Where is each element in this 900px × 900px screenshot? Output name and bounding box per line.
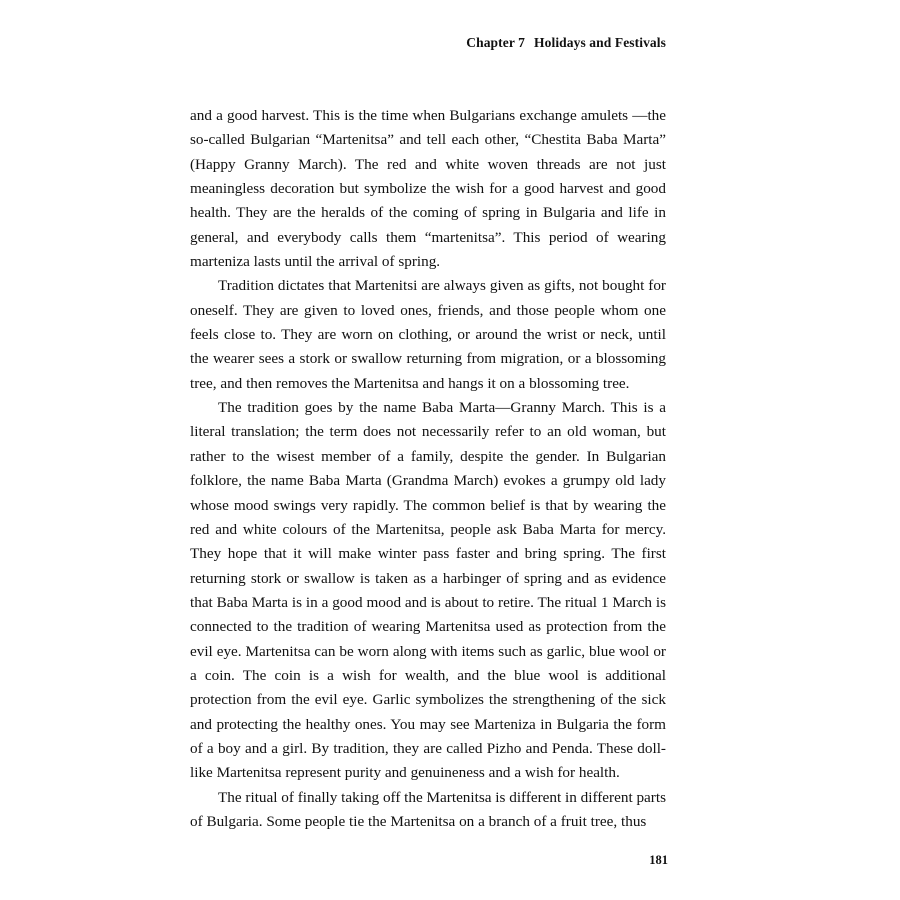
chapter-title: Holidays and Festivals bbox=[534, 35, 666, 50]
paragraph-ritual: The ritual of finally taking off the Martenitsa is different in different parts of Bulgaria. Some people tie the Martenitsa on a branch of a fruit tree, thus bbox=[190, 788, 666, 830]
page-number: 181 bbox=[649, 853, 668, 867]
paragraph-tradition: Tradition dictates that Martenitsi are always given as gifts, not bought for oneself. They are given to loved ones, friends, and those people whom one feels close to. They are worn on clothing, or around the wrist or neck, until the wearer sees a stork or swallow returning from migration, or a blossoming tree, and then removes the Martenitsa and hangs it on a blossoming tree. bbox=[190, 277, 666, 392]
running-header bbox=[466, 35, 666, 51]
body-text bbox=[190, 104, 666, 834]
paragraph-baba-marta: The tradition goes by the name Baba Marta—Granny March. This is a literal translation; the term does not necessarily refer to an old woman, but rather to the wisest member of a family, despite the gender. In Bulgarian folklore, the name Baba Marta (Grandma March) evokes a grumpy old lady whose mood swings very rapidly. The common belief is that by wearing the red and white colours of the Martenitsa, people ask Baba Marta for mercy. They hope that it will make winter pass faster and bring spring. The first returning stork or swallow is taken as a harbinger of spring and as evidence that Baba Marta is in a good mood and is about to retire. The ritual 1 March is connected to the tradition of wearing Martenitsa used as protection from the evil eye. Martenitsa can be worn along with items such as garlic, blue wool or a coin. The coin is a wish for wealth, and the blue wool is additional protection from the evil eye. Garlic symbolizes the strengthening of the sick and protecting the healthy ones. You may see Marteniza in Bulgaria the form of a boy and a girl. By tradition, they are called Pizho and Penda. These doll-like Martenitsa represent purity and genuineness and a wish for health. bbox=[190, 399, 666, 782]
chapter-label: Chapter 7 bbox=[466, 35, 526, 50]
paragraph-continuation: and a good harvest. This is the time when Bulgarians exchange amulets —the so-called Bulgarian “Martenitsa” and tell each other, “Chestita Baba Marta” (Happy Granny March). The red and white woven threads are not just meaningless decoration but symbolize the wish for a good harvest and good health. They are the heralds of the coming of spring in Bulgaria and life in general, and everybody calls them “martenitsa”. This period of wearing marteniza lasts until the arrival of spring. bbox=[190, 107, 666, 271]
